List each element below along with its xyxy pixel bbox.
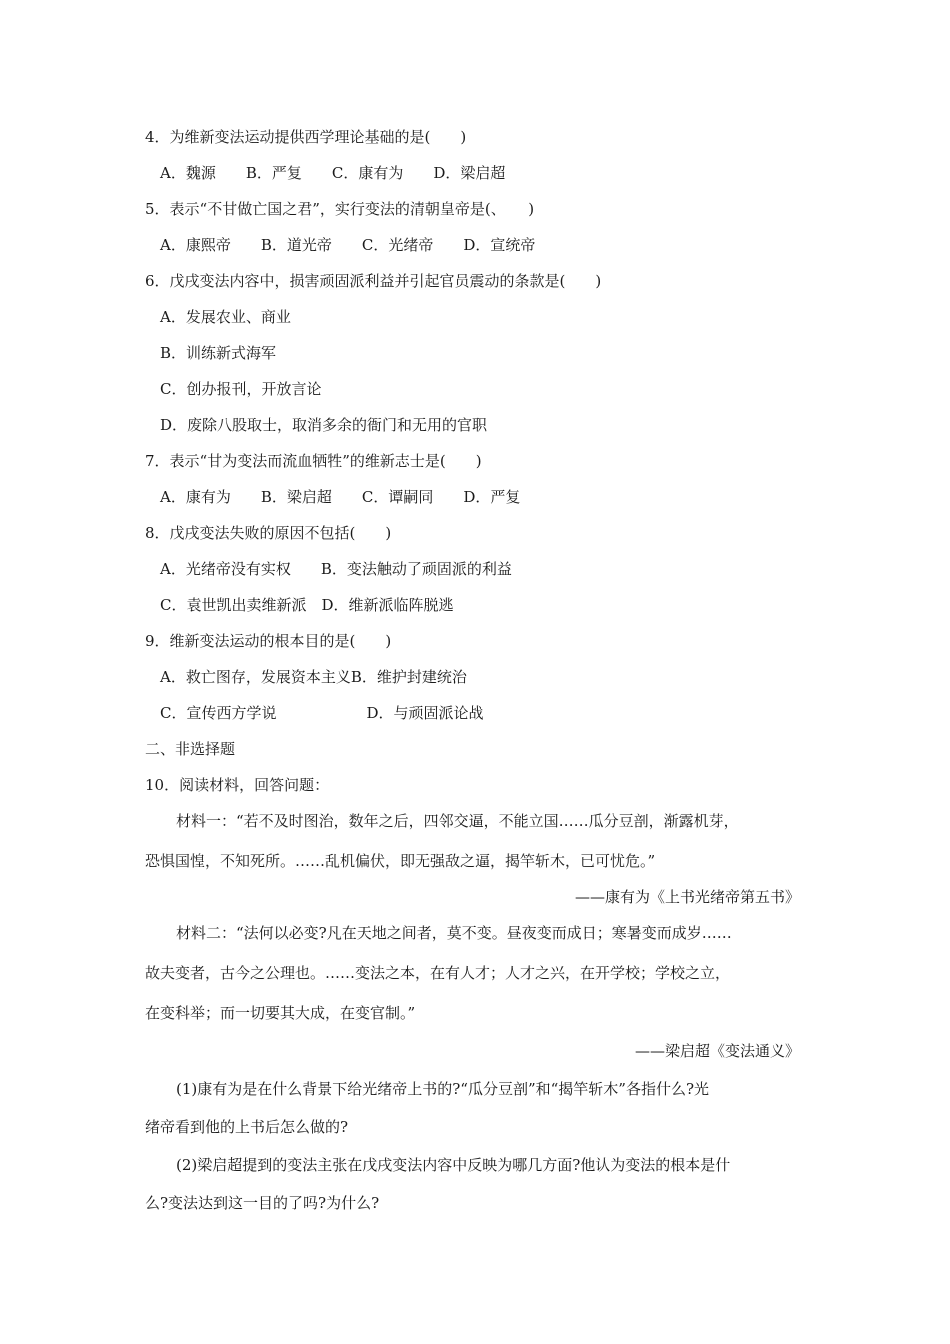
question-6-option-a: A．发展农业、商业 [160, 308, 291, 326]
question-9-options-cd: C．宣传西方学说 D．与顽固派论战 [160, 704, 484, 722]
question-6-option-c: C．创办报刊，开放言论 [160, 380, 322, 398]
material-2-line-2: 故夫变者，古今之公理也。……变法之本，在有人才；人才之兴，在开学校；学校之立， [145, 964, 731, 982]
question-4-options: A．魏源 B．严复 C．康有为 D．梁启超 [160, 164, 506, 182]
material-1-line-1: 材料一：“若不及时图治，数年之后，四邻交逼，不能立国……瓜分豆剖，渐露机芽， [176, 812, 739, 830]
question-4-stem: 4．为维新变法运动提供西学理论基础的是( ) [145, 128, 467, 146]
question-5-stem: 5．表示“不甘做亡国之君”，实行变法的清朝皇帝是(、 ) [145, 200, 535, 218]
question-8-stem: 8．戊戌变法失败的原因不包括( ) [145, 524, 392, 542]
sub-question-1-line-1: (1)康有为是在什么背景下给光绪帝上书的?“瓜分豆剖”和“揭竿斩木”各指什么?光 [176, 1080, 710, 1098]
question-6-stem: 6．戊戌变法内容中，损害顽固派利益并引起官员震动的条款是( ) [145, 272, 602, 290]
material-2-line-1: 材料二：“法何以必变?凡在天地之间者，莫不变。昼夜变而成日；寒暑变而成岁…… [176, 924, 732, 942]
question-7-options: A．康有为 B．梁启超 C．谭嗣同 D．严复 [160, 488, 521, 506]
sub-question-2-line-1: (2)梁启超提到的变法主张在戊戌变法内容中反映为哪几方面?他认为变法的根本是什 [176, 1156, 731, 1174]
material-1-source: ——康有为《上书光绪帝第五书》 [574, 888, 800, 906]
material-1-line-2: 恐惧国惶，不知死所。……乱机偏伏，即无强敌之逼，揭竿斩木，已可忧危。” [145, 852, 656, 870]
sub-question-1-line-2: 绪帝看到他的上书后怎么做的? [145, 1118, 349, 1136]
question-5-options: A．康熙帝 B．道光帝 C．光绪帝 D．宣统帝 [160, 236, 536, 254]
question-6-option-b: B．训练新式海军 [160, 344, 277, 362]
question-8-options-ab: A．光绪帝没有实权 B．变法触动了顽固派的利益 [160, 560, 512, 578]
question-10-stem: 10．阅读材料，回答问题： [145, 776, 330, 794]
question-7-stem: 7．表示“甘为变法而流血牺牲”的维新志士是( ) [145, 452, 482, 470]
question-8-options-cd: C．袁世凯出卖维新派 D．维新派临阵脱逃 [160, 596, 454, 614]
question-9-options-ab: A．救亡图存，发展资本主义B．维护封建统治 [160, 668, 467, 686]
question-6-option-d: D．废除八股取士，取消多余的衙门和无用的官职 [160, 416, 488, 434]
sub-question-2-line-2: 么?变法达到这一目的了吗?为什么? [145, 1194, 380, 1212]
material-2-source: ——梁启超《变法通义》 [634, 1042, 800, 1060]
question-9-stem: 9．维新变法运动的根本目的是( ) [145, 632, 392, 650]
section-heading: 二、非选择题 [145, 740, 236, 758]
material-2-line-3: 在变科举；而一切要其大成，在变官制。” [145, 1004, 416, 1022]
